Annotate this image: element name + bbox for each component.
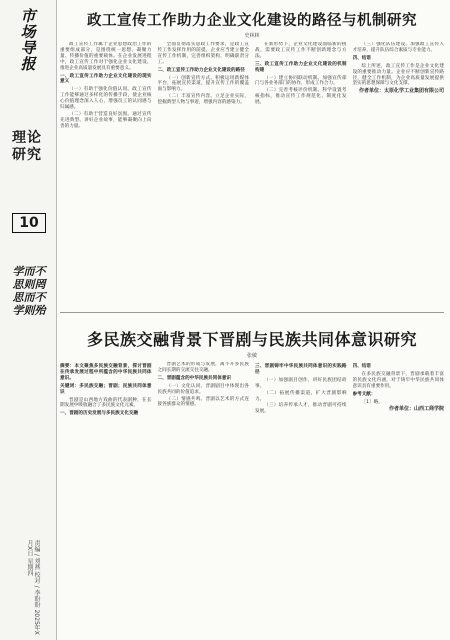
author-unit: 作者单位：山西工商学院 (388, 406, 444, 413)
paragraph: （一）创新宣传方式。积极运用新媒体平台，拓展宣传渠道，提升宣传工作的覆盖面与影响力。 (157, 75, 249, 93)
keywords: 关键词：多民族交融；晋剧；民族共同体意识 (60, 383, 152, 395)
subheading: 四、结语 (352, 55, 371, 61)
article-2-column (60, 362, 152, 419)
article-2-columns (60, 362, 444, 419)
paragraph: （二）有助于营造良好氛围。通过宣传先进典型、讲好企业故事，能够凝聚向上向善的力量。 (60, 111, 152, 129)
article-1-column (255, 42, 347, 131)
paragraph: 全面贯彻落实思政工作要求，是政工宣传工作发挥作用的前提。企业应当建立健全宣传工作机制，完善组织架构，明确职责分工。 (157, 42, 249, 65)
paragraph: （一）文化认同。晋剧剧目中体现出各民族共同的价值追求。 (157, 383, 249, 395)
sidebar-divider (56, 0, 57, 640)
article-1-column (353, 42, 445, 131)
masthead-char: 导 (20, 39, 36, 57)
references-heading: 参考文献： (352, 391, 376, 397)
paragraph: （二）拓展传播渠道，扩大晋剧影响力。 (255, 390, 347, 402)
paragraph: （二）完善考核评价机制。科学设置考核指标，推动宣传工作规范化、制度化发展。 (255, 88, 347, 106)
masthead-char: 市 (20, 7, 36, 25)
subheading: 三、晋剧铸牢中华民族共同体意识的实践路径 (255, 364, 347, 375)
paragraph: （二）情感共鸣。晋剧以艺术的方式连接各族群众的情感。 (157, 396, 249, 408)
article-1-columns (60, 42, 444, 131)
newspaper-masthead (6, 7, 50, 73)
paragraph: （一）有助于强化价值认同。政工宣传工作能够通过多样化的传播手段，使企业核心价值理念深入人心，增强员工的认同感与归属感。 (60, 87, 152, 111)
article-1-column (158, 42, 250, 131)
page-number: 10 (12, 213, 46, 233)
article-2-column (255, 362, 347, 419)
section-label: 理论研究 (12, 130, 42, 163)
article-2-column (158, 362, 250, 419)
paragraph: 在多民族交融背景下，晋剧承载着丰富的民族文化内涵，对于铸牢中华民族共同体意识具有重要作用。 (352, 371, 444, 389)
paragraph: （三）培养传承人才，推动晋剧可持续发展。 (255, 403, 347, 415)
paragraph: 在新形势下，企业文化建设面临新的挑战，需要政工宣传工作不断创新理念与方法。 (255, 42, 347, 59)
article-2-headline: 多民族交融背景下晋剧与民族共同体意识研究 (86, 330, 417, 349)
edition-info: 责编 / 刘燕 校对 / 李盼盼 2025年X月X日 星期四 (26, 540, 40, 635)
page-sidebar (0, 0, 56, 640)
paragraph: 晋剧是山西地方戏曲的代表剧种，在长期发展中吸收融合了多民族文化元素。 (60, 397, 152, 409)
paragraph: （一）建立协同联动机制。加强宣传部门与各业务部门的协作，形成工作合力。 (255, 75, 347, 87)
subheading: 四、结语 (352, 364, 371, 369)
article-2-byline: 张敏 (246, 353, 257, 359)
subheading: 三、政工宣传工作助力企业文化建设的机制构建 (255, 61, 347, 73)
subheading: 二、晋剧蕴含的中华民族共同体意识 (157, 375, 232, 381)
paragraph: （三）强化队伍建设。加强政工宣传人才培养，提升队伍综合素质与专业能力。 (352, 42, 444, 53)
subheading: 二、政工宣传工作助力企业文化建设的路径 (157, 67, 245, 73)
author-unit: 作者单位：太原化学工业集团有限公司 (358, 88, 444, 95)
paragraph: （一）加强剧目创作，讲好民族团结故事。 (255, 377, 347, 389)
article-1-column (60, 42, 152, 131)
reference-item: ［1］略。 (361, 399, 383, 405)
article-2-column (353, 362, 445, 419)
motto-text: 学而不思则罔 思而不学则殆 (12, 265, 46, 317)
paragraph: 晋剧艺术的形成与发展，离不开多民族之间长期的交流交往交融。 (157, 362, 249, 373)
article-1 (60, 6, 444, 306)
paragraph: （二）丰富宣传内容。立足企业实际，挖掘典型人物与事迹，增强内容的感染力。 (157, 94, 249, 106)
article-1-headline: 政工宣传工作助力企业文化建设的路径与机制研究 (87, 12, 417, 29)
masthead-char: 报 (20, 55, 36, 73)
article-1-byline: 史林林 (244, 33, 260, 39)
paragraph: 综上所述，政工宣传工作是企业文化建设的重要推动力量。企业应不断创新宣传路径，健全工作机制，为企业高质量发展提供坚实的思想保障与文化支撑。 (352, 63, 444, 87)
subheading: 一、政工宣传工作助力企业文化建设的现实意义 (60, 73, 152, 85)
paragraph: 政工宣传工作属于企业思想政治工作的重要组成部分，是围绕统一思想、凝聚力量、传播价值的重要载体。在企业发展进程中，政工宣传工作对于强化企业文化建设、推进企业高质量发展具有重要意义。 (60, 42, 152, 71)
article-2 (60, 312, 444, 635)
subheading: 一、晋剧的历史发展与多民族文化交融 (60, 411, 139, 417)
abstract: 摘要：本文聚焦多民族交融背景，探讨晋剧在传承发展过程中所蕴含的中华民族共同体意识。 (60, 364, 152, 381)
masthead-char: 场 (20, 23, 36, 41)
